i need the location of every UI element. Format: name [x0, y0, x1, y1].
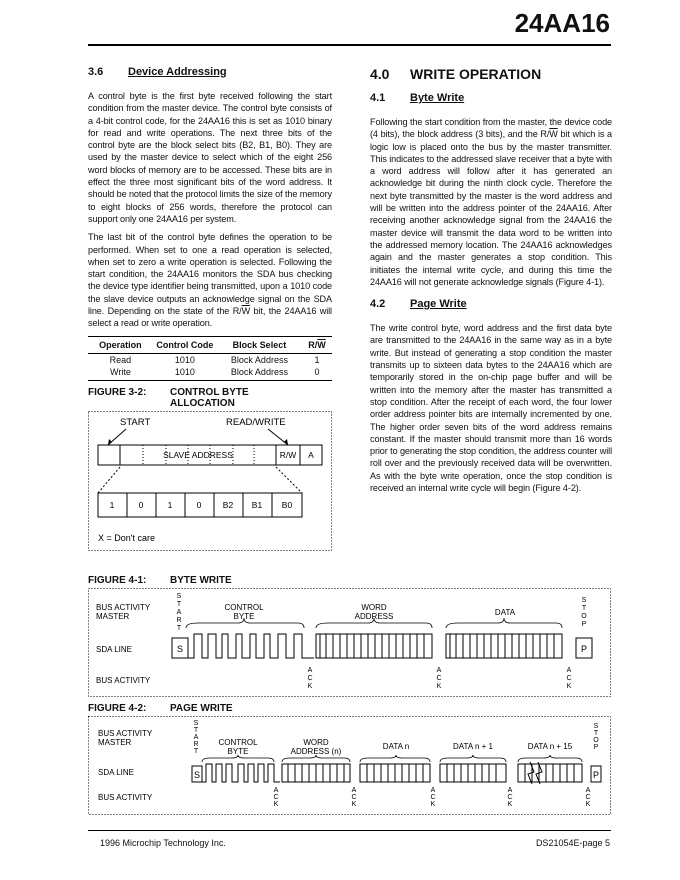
svg-text:R: R	[176, 617, 182, 624]
svg-text:S: S	[593, 723, 599, 730]
svg-text:MASTER: MASTER	[96, 612, 130, 621]
sda-line-label: SDA LINE	[98, 768, 135, 777]
svg-text:BYTE: BYTE	[233, 612, 255, 621]
svg-text:T: T	[581, 605, 587, 612]
svg-text:C: C	[507, 794, 513, 801]
svg-text:O: O	[593, 737, 599, 744]
ack-label	[436, 667, 441, 690]
table-row: Read 1010 Block Address 1	[109, 354, 320, 365]
svg-text:S: S	[176, 593, 182, 600]
svg-text:T: T	[176, 625, 182, 632]
table-row: Write 1010 Block Address 0	[88, 366, 332, 381]
svg-text:C: C	[273, 794, 279, 801]
svg-text:CONTROL: CONTROL	[224, 603, 264, 612]
svg-text:A: A	[430, 787, 436, 794]
svg-text:T: T	[193, 748, 199, 755]
stop-box: P	[592, 770, 600, 780]
svg-text:K: K	[430, 801, 436, 808]
stop-vertical-label	[593, 723, 599, 751]
figure-4-2-caption: FIGURE 4-2: PAGE WRITE	[88, 703, 233, 714]
svg-text:R: R	[193, 741, 199, 748]
page-write-para: The write control byte, word address and the first data byte are transmitted to the 24AA16 in the same way as in a byte write. But instead of generating a stop condition the master transmits up to sixteen data bytes to the 24AA16 which are temporarily stored in the on-chip page buffer and will be written into the memory after the master has transmitted a stop condition. After the receipt of each word, the four lower order address pointer bits are internally incremented by one. The higher order seven bits of the word address remains constant. If the master should transmit more than 16 words prior to generating the stop condition, the address counter will roll over and the previously received data will be overwritten. As with the byte write operation, once the stop condition is received an internal write cycle will begin (Figure 4-2).	[370, 323, 612, 494]
ack-label	[273, 787, 278, 808]
svg-text:C: C	[566, 675, 572, 682]
rw-cell: R/W	[279, 449, 297, 460]
svg-text:K: K	[507, 801, 513, 808]
sda-line-label: SDA LINE	[96, 645, 133, 654]
svg-text:BUS ACTIVITY: BUS ACTIVITY	[96, 676, 151, 685]
start-label: START	[120, 416, 151, 428]
svg-text:K: K	[351, 801, 357, 808]
table-header: Block Select	[217, 336, 302, 353]
stop-box: P	[580, 644, 588, 654]
svg-text:K: K	[436, 683, 442, 690]
bit-cell: 0	[138, 499, 144, 510]
svg-text:P: P	[581, 621, 587, 628]
section-4-1-heading: 4.1 Byte Write	[370, 92, 465, 104]
svg-text:DATA: DATA	[494, 608, 516, 617]
svg-text:DATA n + 15: DATA n + 15	[527, 742, 573, 751]
svg-text:ADDRESS (n): ADDRESS (n)	[290, 747, 342, 756]
byte-write-diagram	[88, 588, 611, 698]
ack-label	[351, 787, 356, 808]
svg-text:ADDRESS: ADDRESS	[354, 612, 394, 621]
bit-cell: 1	[167, 499, 173, 510]
svg-text:A: A	[193, 734, 199, 741]
ack-label	[507, 787, 512, 808]
left-column	[88, 66, 332, 551]
byte-write-para: Following the start condition from the master, the device code (4 bits), the block address (3 bits), and the $R/\overline{W}$ bit which is a logic low is placed onto the bus by the master transmitter. This indicates to the addressed slave receiver that a byte with a word address will follow after it has generated an acknowledge bit during the ninth clock cycle. Therefore the next byte transmitted by the master is the word address and will be written into the address pointer of the 24AA16. After receiving another acknowledge signal from the 24AA16 the master device will transmit the data word to be written into the addressed memory location. The 24AA16 acknowledges again and the master generates a stop condition. This initiates the internal write cycle, and during this time the 24AA16 will not generate acknowledge signals (Figure 4-1).	[370, 117, 612, 287]
svg-text:A: A	[176, 609, 182, 616]
bit-cell: B2	[222, 499, 234, 510]
section-3-6-heading	[88, 66, 332, 78]
svg-text:A: A	[273, 787, 279, 794]
svg-text:K: K	[566, 683, 572, 690]
svg-text:T: T	[593, 730, 599, 737]
svg-text:S: S	[193, 720, 199, 727]
svg-text:A: A	[436, 667, 442, 674]
ack-label	[307, 667, 312, 690]
svg-text:MASTER: MASTER	[98, 738, 132, 747]
device-addressing-para-2: The last bit of the control byte defines the operation to be performed. When set to one a read operation is selected, when set to zero a write operation is selected. Following the start condition, the 24AA16 monitors the SDA bus checking the device type identifier being transmitted, upon a 1010 code the slave device outputs an acknowledge signal on the SDA line. Depending on the state of the $R/\overline{W}$ bit, the 24AA16 will select a read or write operation.	[88, 232, 332, 329]
svg-text:C: C	[585, 794, 591, 801]
svg-text:K: K	[273, 801, 279, 808]
svg-text:CONTROL: CONTROL	[218, 738, 258, 747]
svg-text:BUS ACTIVITY: BUS ACTIVITY	[98, 729, 153, 738]
footer-rule	[88, 830, 611, 831]
device-addressing-para-1: A control byte is the first byte received following the start condition from the master device. The control byte consists of a 4-bit control code, for the 24AA16 this is set as 1010 binary for read and write operations. The next three bits of the control byte are the block select bits (B2, B1, B0). They are used by the master device to select which of the eight 256 word blocks of memory are to be accessed. These bits are in effect the three most significant bits of the word address. It should be noted that the protocol limits the size of the memory to eight blocks of 256 words, therefore the protocol can support only one 24AA16 per system.	[88, 91, 332, 224]
bit-cell: 0	[196, 499, 202, 510]
start-box: S	[193, 770, 201, 780]
svg-text:WORD: WORD	[361, 603, 387, 612]
ack-label	[585, 787, 590, 808]
dont-care-note: X = Don't care	[98, 532, 155, 543]
footer-copyright: 1996 Microchip Technology Inc.	[100, 838, 226, 848]
svg-text:A: A	[585, 787, 591, 794]
control-byte-diagram	[88, 411, 332, 551]
svg-text:C: C	[351, 794, 357, 801]
figure-3-2-caption: FIGURE 3-2: CONTROL BYTE ALLOCATION	[88, 386, 249, 409]
svg-text:A: A	[566, 667, 572, 674]
start-vertical-label	[193, 720, 198, 755]
bit-cell: B0	[281, 499, 293, 510]
ack-label	[430, 787, 435, 808]
svg-text:T: T	[193, 727, 199, 734]
svg-text:T: T	[176, 601, 182, 608]
readwrite-label: READ/WRITE	[226, 416, 286, 428]
svg-text:O: O	[581, 613, 587, 620]
svg-text:A: A	[351, 787, 357, 794]
table-header: Operation	[88, 336, 153, 353]
slave-address-label: SLAVE ADDRESS	[163, 449, 233, 460]
svg-text:DATA n: DATA n	[382, 742, 410, 751]
svg-text:DATA n + 1: DATA n + 1	[453, 742, 493, 751]
control-code-table	[88, 336, 332, 381]
start-box: S	[176, 644, 184, 654]
part-number: 24AA16	[514, 8, 610, 38]
bit-cell: B1	[251, 499, 263, 510]
svg-text:A: A	[507, 787, 513, 794]
svg-text:C: C	[430, 794, 436, 801]
bit-cell: 1	[109, 499, 115, 510]
section-4-2-heading: 4.2 Page Write	[370, 298, 467, 311]
ack-cell: A	[308, 449, 314, 460]
svg-text:C: C	[307, 675, 313, 682]
figure-4-1-caption: FIGURE 4-1: BYTE WRITE	[88, 575, 232, 586]
start-vertical-label	[176, 593, 181, 632]
svg-text:K: K	[585, 801, 591, 808]
header-rule	[88, 44, 611, 46]
svg-text:K: K	[307, 683, 313, 690]
svg-text:P: P	[593, 744, 599, 751]
svg-text:BYTE: BYTE	[227, 747, 249, 756]
svg-text:A: A	[307, 667, 313, 674]
stop-vertical-label	[581, 597, 587, 628]
footer-page-number: DS21054E-page 5	[535, 838, 610, 848]
page-write-diagram	[88, 716, 611, 816]
section-title: Device Addressing	[128, 66, 227, 78]
section-number: 3.6	[88, 66, 104, 78]
svg-text:C: C	[436, 675, 442, 682]
right-column	[370, 66, 612, 500]
section-4-0-heading: 4.0 WRITE OPERATION	[370, 66, 542, 82]
svg-text:BUS ACTIVITY: BUS ACTIVITY	[96, 603, 151, 612]
table-header: $R/\overline{W}$	[302, 336, 332, 353]
svg-text:WORD: WORD	[303, 738, 329, 747]
table-header: Control Code	[153, 336, 217, 353]
svg-text:BUS ACTIVITY: BUS ACTIVITY	[98, 793, 153, 802]
svg-text:S: S	[581, 597, 587, 604]
ack-label	[566, 667, 571, 690]
